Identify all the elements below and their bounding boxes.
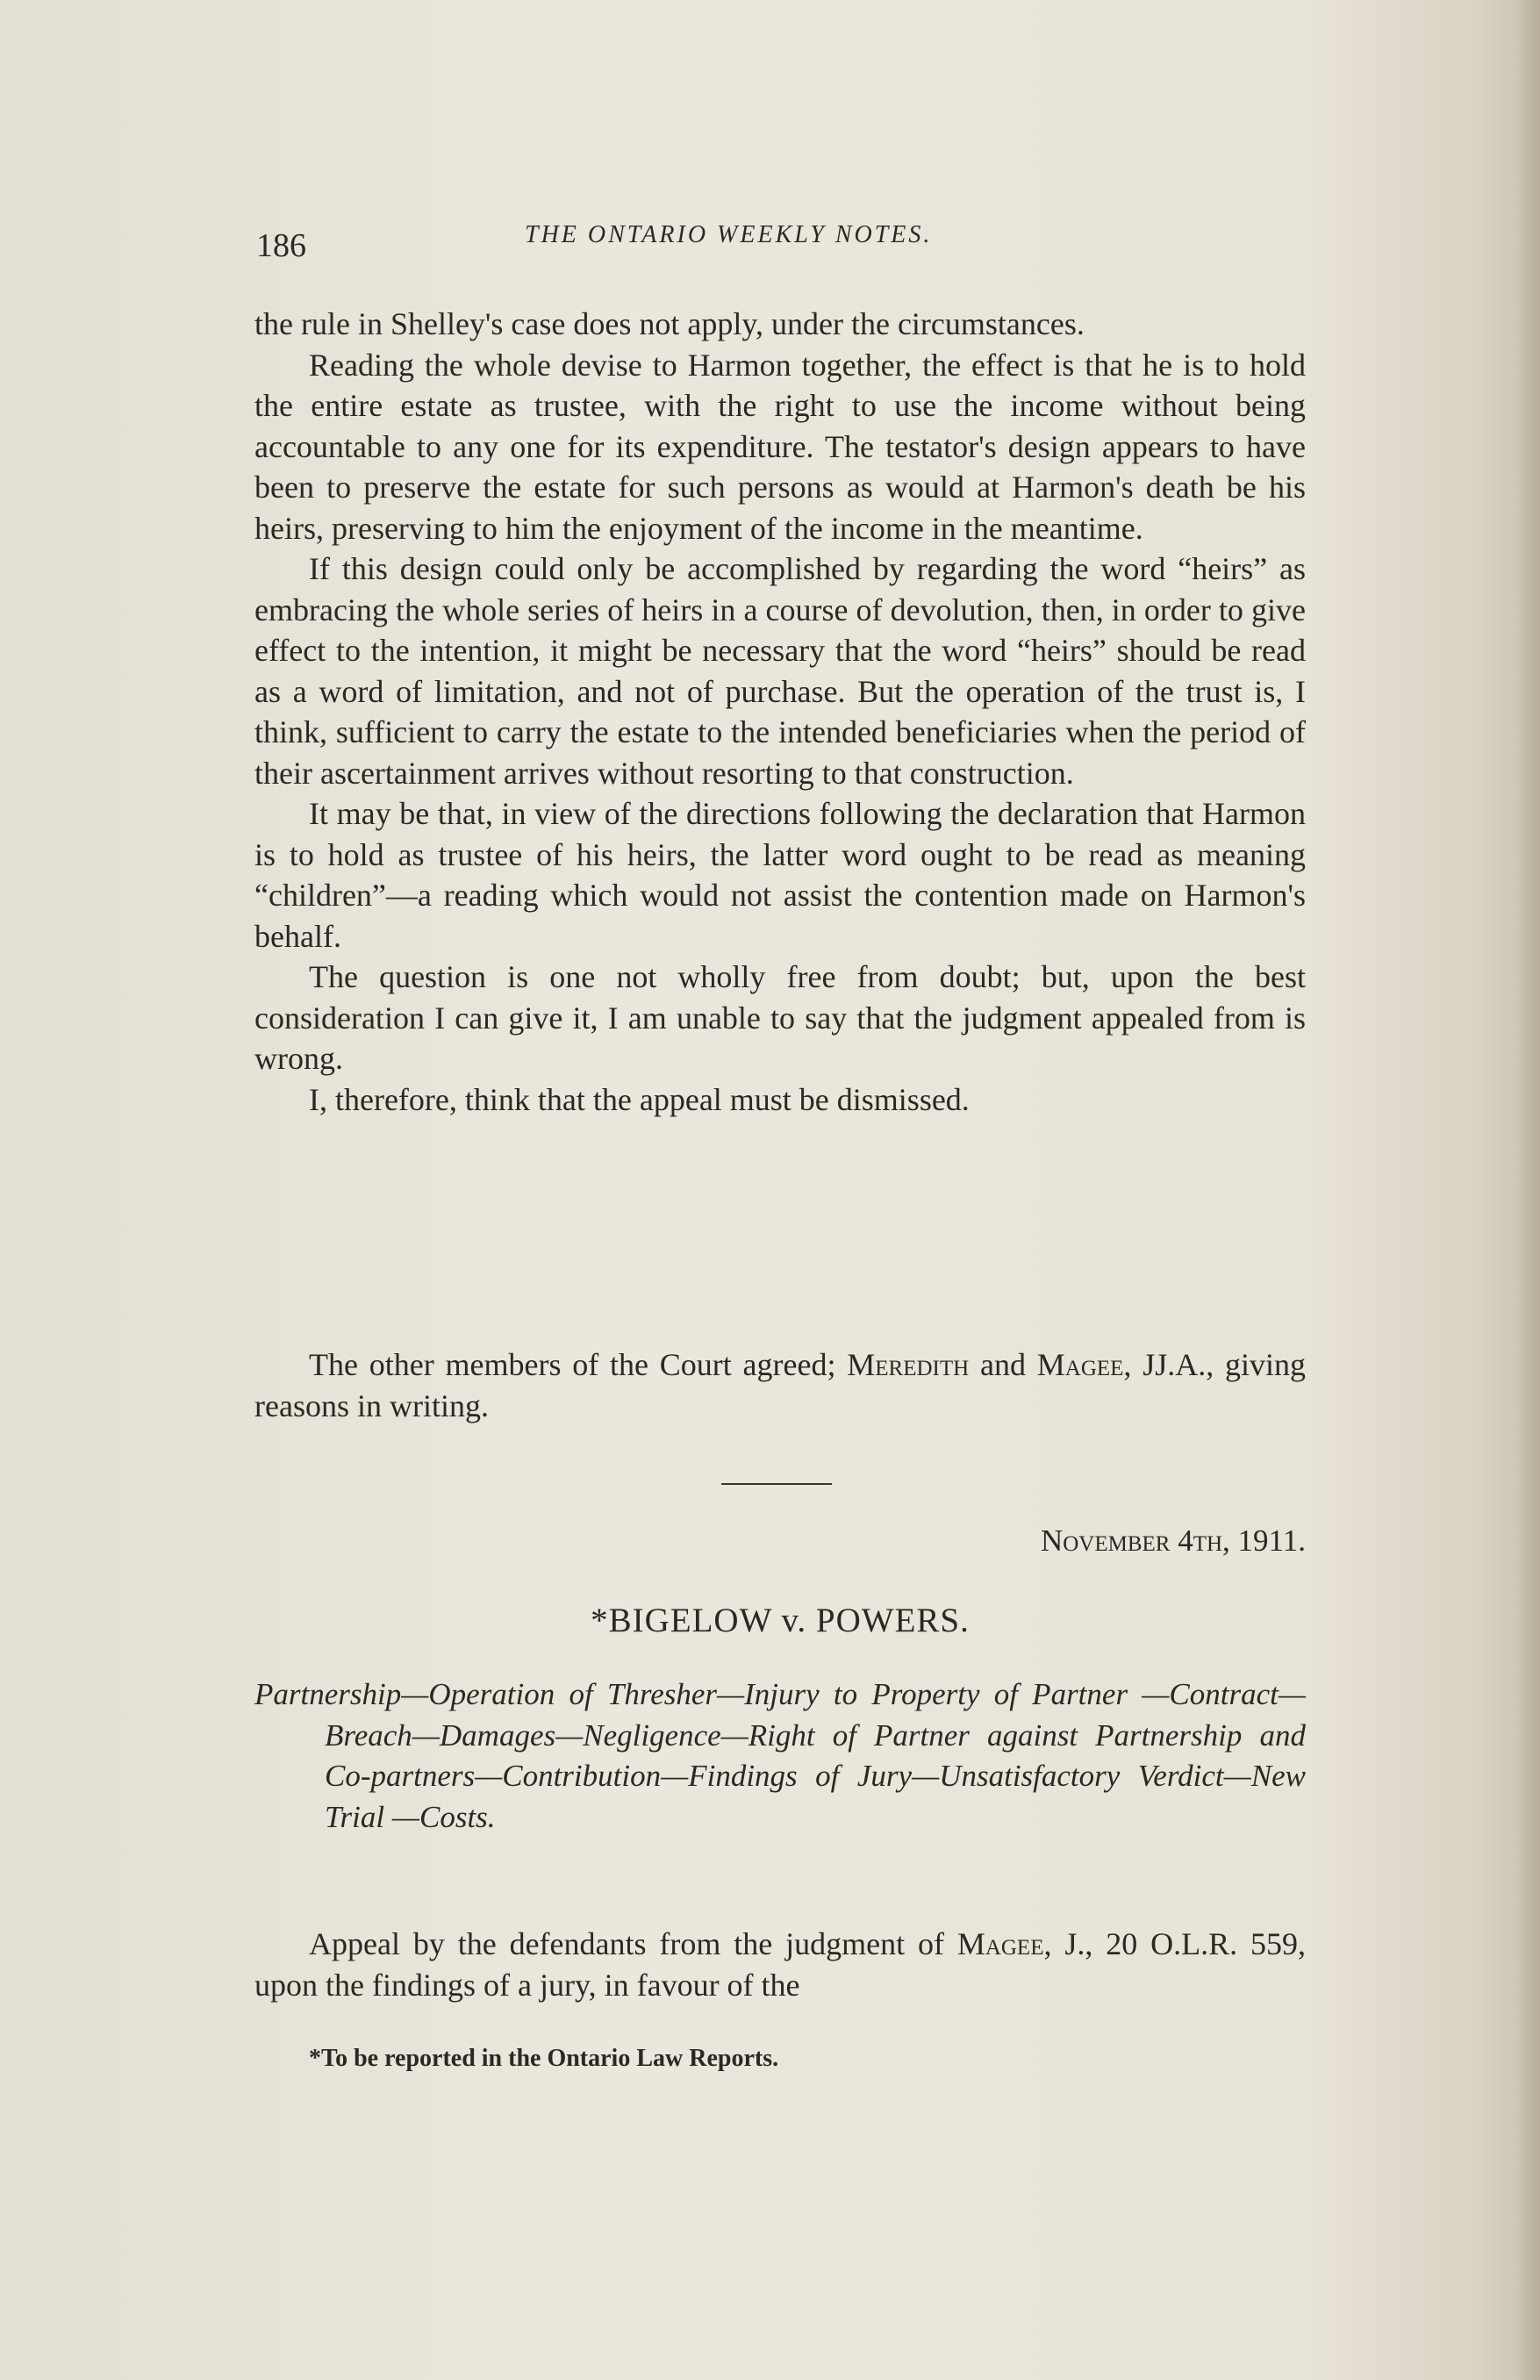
case-headnote (254, 1674, 1306, 1838)
page-number: 186 (256, 227, 306, 264)
judge-name: Magee (1036, 1347, 1124, 1382)
appeal-tail: , J., 20 O.L.R. 559, upon the findings of a jury, in favour of the (254, 1926, 1306, 2003)
paragraph: Reading the whole devise to Harmon together, the effect is that he is to hold the entire estate as trustee, with the right to use the income without being accountable to any one for its expenditure. The testator's design appears to have been to preserve the estate for such persons as would at Harmon's death be his heirs, preserving to him the enjoyment of the income in the meantime. (254, 347, 1306, 546)
paragraph: The question is one not wholly free from doubt; but, upon the best consideration I can give it, I am unable to say that the judgment appealed from is wrong. (254, 959, 1306, 1076)
body-text (254, 304, 1306, 1120)
case-date: November 4th, 1911. (1040, 1523, 1306, 1558)
page-edge (1515, 0, 1540, 2380)
paragraph: I, therefore, think that the appeal must be dismissed. (309, 1081, 970, 1117)
paragraph: the rule in Shelley's case does not apply, under the circumstances. (254, 306, 1085, 341)
footnote: *To be reported in the Ontario Law Reports. (309, 2045, 779, 2072)
judge-name: Meredith (847, 1347, 970, 1382)
court-note-lead: The other members of the Court agreed; (309, 1347, 836, 1382)
headnote-text: Partnership—Operation of Thresher—Injury to Property of Partner —Contract—Breach—Damages—Negligence—Right of Partner against Partnership and Co-partners—Contribution—Findings of Jury—Unsatisfactory Verdict—New Trial —Costs. (254, 1677, 1306, 1834)
case-title: *BIGELOW v. POWERS. (591, 1602, 970, 1639)
court-note (254, 1344, 1306, 1426)
section-divider (721, 1483, 832, 1485)
paragraph: It may be that, in view of the directions following the declaration that Harmon is to hold as trustee of his heirs, the latter word ought to be read as meaning “children”—a reading which would not assist the contention made on Harmon's behalf. (254, 796, 1306, 954)
conjunction: and (979, 1347, 1026, 1382)
judge-name: Magee (956, 1926, 1044, 1961)
paragraph: If this design could only be accomplished by regarding the word “heirs” as embracing the whole series of heirs in a course of devolution, then, in order to give effect to the intention, it might be necessary that the word “heirs” should be read as a word of limitation, and not of purchase. But the operation of the trust is, I think, sufficient to carry the estate to the intended beneficiaries when the period of their ascertainment arrives without resorting to that construction. (254, 551, 1306, 791)
appeal-lead: Appeal by the defendants from the judgment of (309, 1926, 944, 1961)
appeal-text (254, 1924, 1306, 2005)
running-title: THE ONTARIO WEEKLY NOTES. (525, 221, 933, 248)
court-note-tail: , JJ.A., giving reasons in writing. (254, 1347, 1307, 1423)
